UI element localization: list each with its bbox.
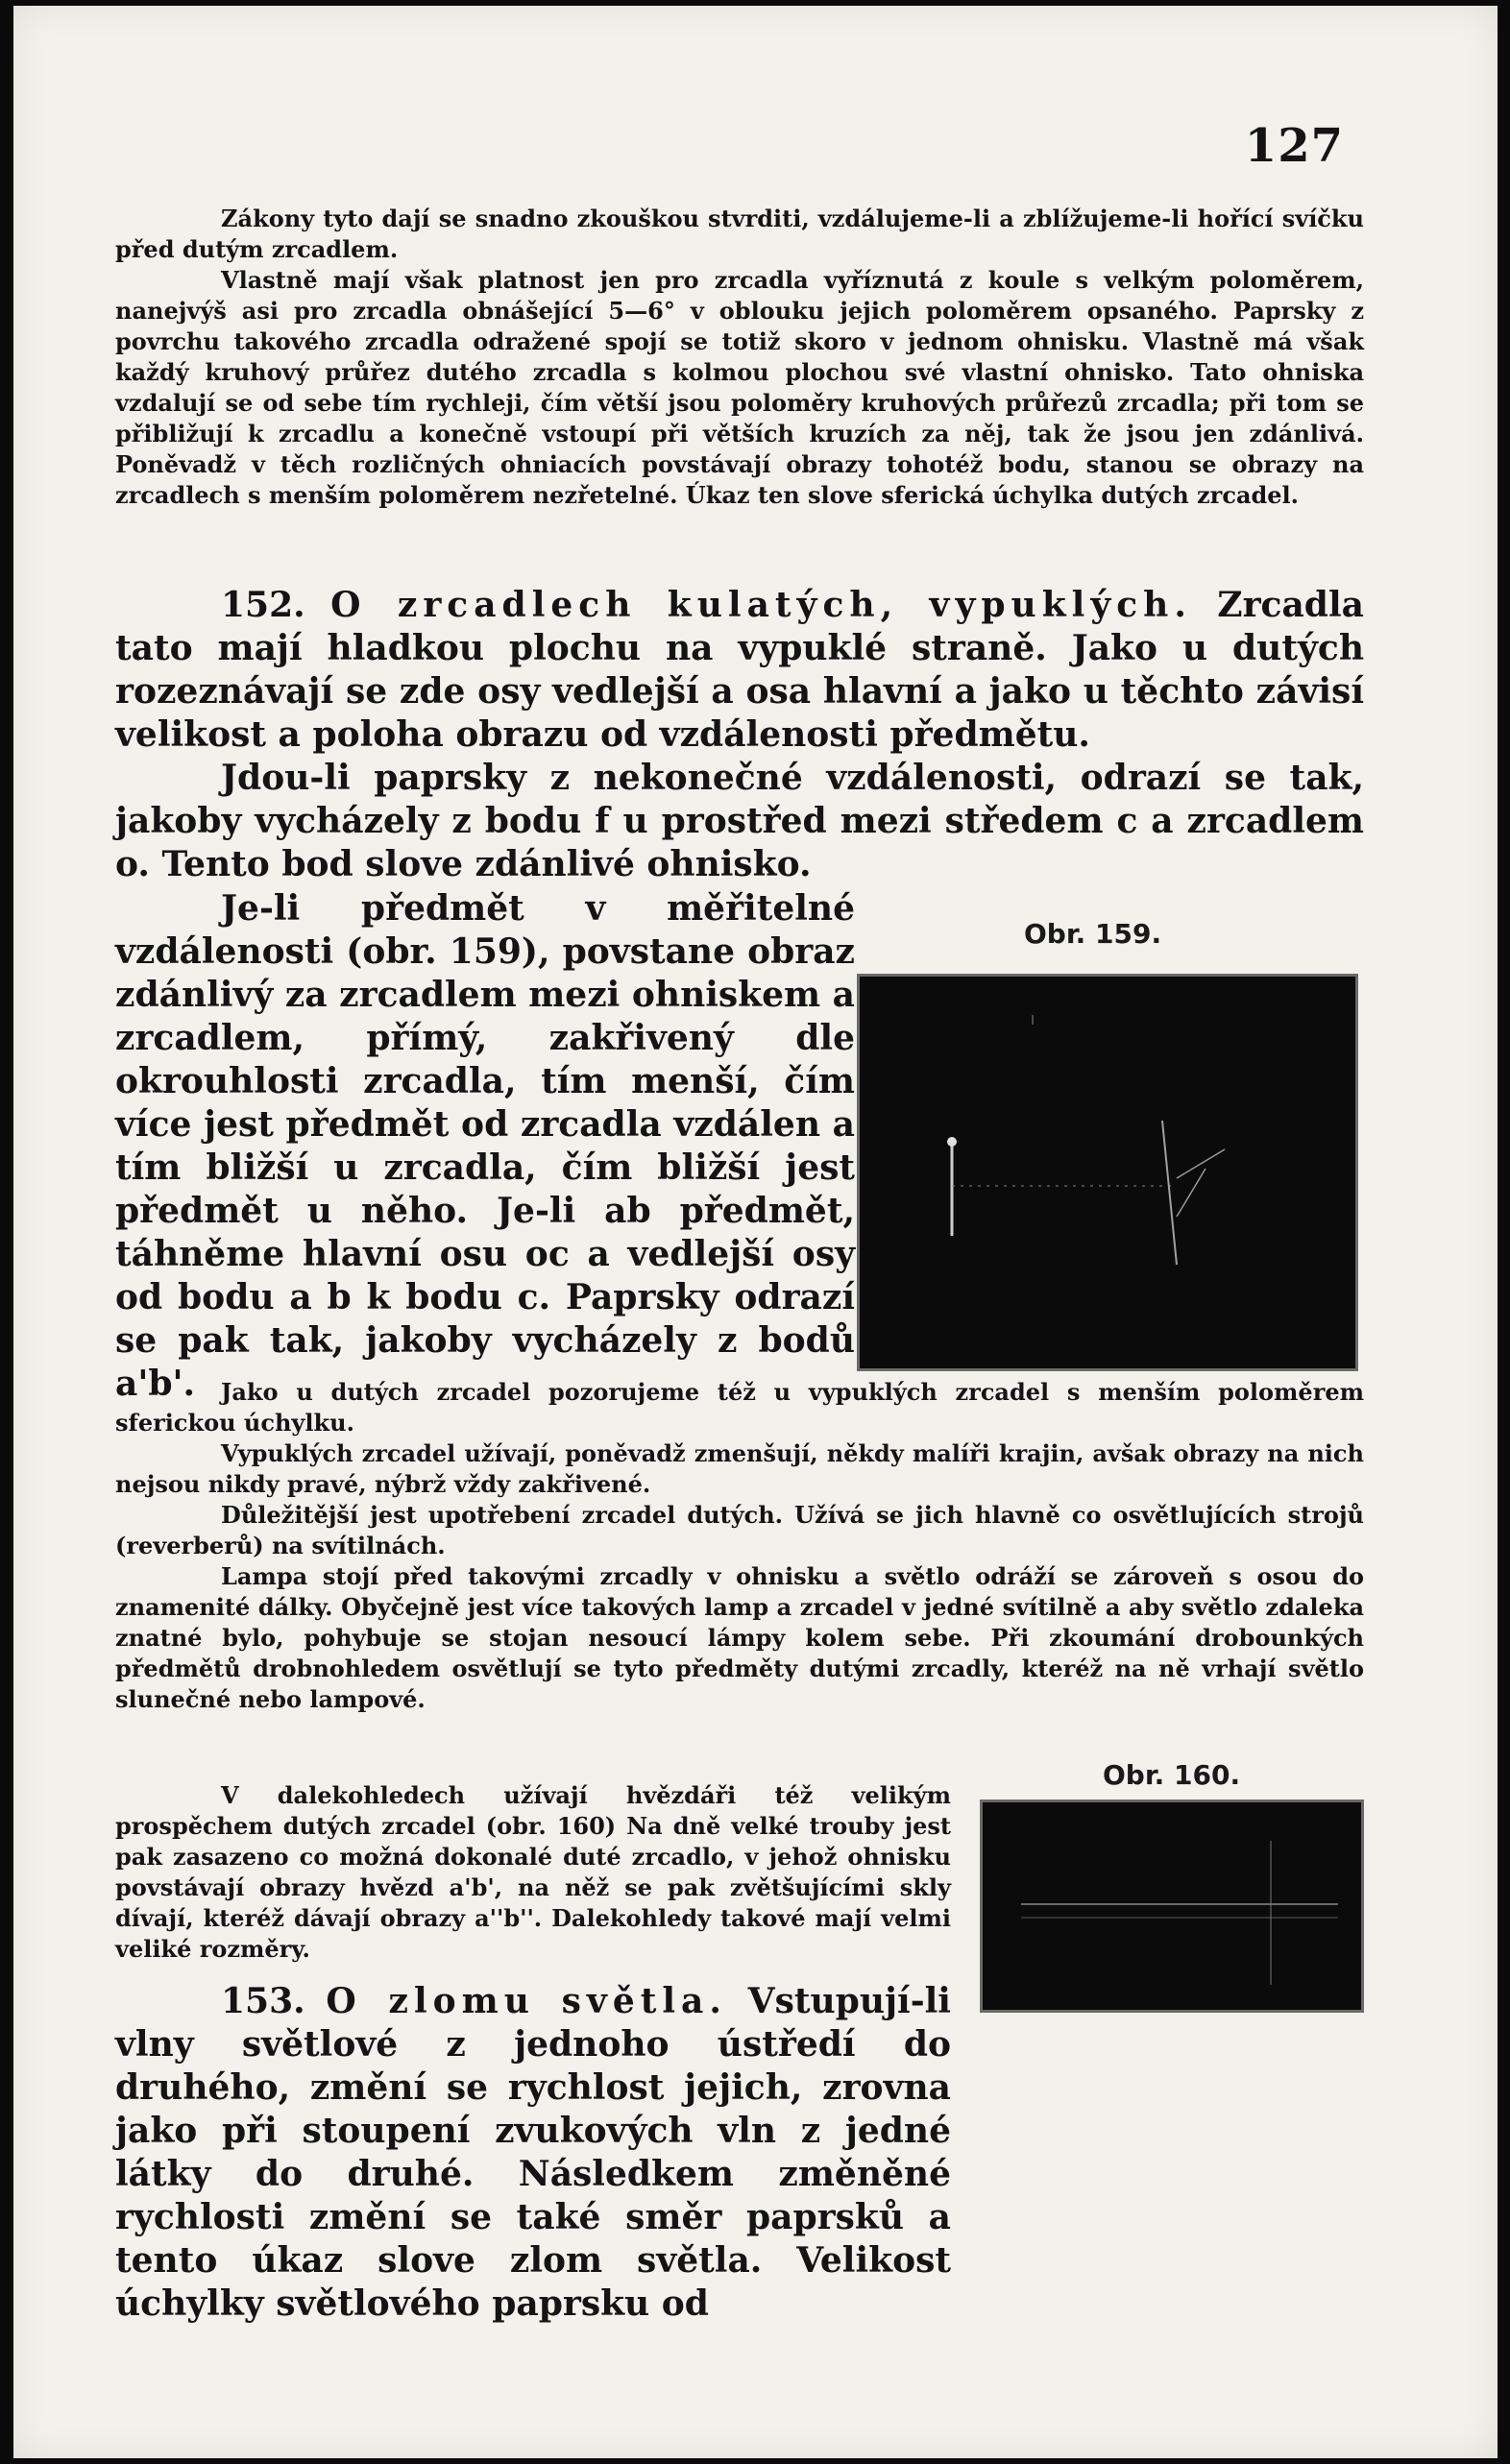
book-page: [13, 6, 1498, 2458]
section-152-title: O zrcadlech kulatých, vypuklých.: [330, 585, 1192, 625]
image-line: [1162, 1121, 1177, 1265]
telescope-section: [115, 1780, 951, 1965]
notes-section: [115, 1377, 1364, 1715]
section-152: [115, 584, 1364, 886]
intro-section: [115, 204, 1364, 511]
section-153-number: 153.: [221, 1981, 305, 2021]
section-152-figure-text: [115, 887, 855, 1406]
paragraph-intro: Zákony tyto dají se snadno zkouškou stvrditi, vzdálujeme-li a zblížujeme-li hořící svíčku před dutým zrcadlem.: [115, 205, 1364, 263]
section-153-title: O zlomu světla.: [326, 1981, 727, 2021]
section-152-paragraph-1: [115, 584, 1364, 757]
note-painters: Vypuklých zrcadel užívají, poněvadž zmenšují, někdy malíři krajin, avšak obrazy na nich nejsou nikdy pravé, nýbrž vždy zakřivené.: [115, 1439, 1364, 1498]
note-spherical: Jako u dutých zrcadel pozorujeme též u vypuklých zrcadel s menším poloměrem sferickou úchylku.: [115, 1378, 1364, 1437]
section-153-text: Vstupují-li vlny světlové z jednoho ústředí do druhého, změní se rychlost jejich, zrovna jako při stoupení zvukových vln z jedné látky do druhé. Následkem změněné rychlosti změní se také směr paprsků a tento úkaz slove zlom světla. Velikost úchylky světlového paprsku od: [115, 1981, 951, 2324]
section-152-number: 152.: [221, 585, 305, 625]
note-reverbers: Důležitější jest upotřebení zrcadel dutých. Užívá se jich hlavně co osvětlujících strojů (reverberů) na svítilnách.: [115, 1501, 1364, 1559]
figure-160-caption: Obr. 160.: [1103, 1759, 1241, 1791]
paragraph-spherical-aberration: Vlastně mají však platnost jen pro zrcadla vyříznutá z koule s velkým poloměrem, nanejvýš asi pro zrcadla obnášející 5—6° v oblouku jejich poloměrem opsaného. Paprsky z povrchu takového zrcadla odražené spojí se totiž skoro v jednom ohnisku. Vlastně má však každý kruhový průřez dutého zrcadla s kolmou plochou své vlastní ohnisko. Tato ohniska vzdalují se od sebe tím rychleji, čím větší jsou poloměry kruhových průřezů zrcadla; při tom se přibližují k zrcadlu a konečně vstoupí při větších kruzích za něj, tak že jsou jen zdánlivá. Poněvadž v těch rozličných ohniacích povstávají obrazy tohotéž bodu, stanou se obrazy na zrcadlech s menším poloměrem nezřetelné. Úkaz ten slove sferická úchylka dutých zrcadel.: [115, 266, 1364, 509]
object-point: [947, 1137, 957, 1147]
section-152-paragraph-2: Jdou-li paprsky z nekonečné vzdálenosti, odrazí se tak, jakoby vycházely z bodu f u prostřed mezi středem c a zrcadlem o. Tento bod slove zdánlivé ohnisko.: [115, 758, 1364, 884]
ray-line: [1177, 1149, 1225, 1178]
page-number: 127: [1244, 119, 1344, 173]
section-153: [115, 1980, 1364, 2326]
telescope-diagram: [983, 1802, 1361, 2010]
section-152-paragraph-3: Je-li předmět v měřitelné vzdálenosti (obr. 159), povstane obraz zdánlivý za zrcadlem mezi ohniskem a zrcadlem, přímý, zakřivený dle okrouhlosti zrcadla, tím menší, čím více jest předmět od zrcadla vzdálen a tím bližší u zrcadla, čím bližší jest předmět u něho. Je-li ab předmět, táhněme hlavní osu oc a vedlejší osy od bodu a b k bodu c. Paprsky odrazí se pak tak, jakoby vycházely z bodů a'b'.: [115, 888, 855, 1404]
figure-159: [857, 974, 1358, 1371]
section-153-paragraph: [115, 1980, 951, 2326]
figure-159-caption: Obr. 159.: [1024, 918, 1162, 950]
note-lamps: Lampa stojí před takovými zrcadly v ohnisku a světlo odráží se zároveň s osou do znamenité dálky. Obyčejně jest více takových lamp a zrcadel v jedné svítilně a aby světlo zdaleka znatné bylo, pohybuje se stojan nesoucí lámpy kolem sebe. Při zkoumání drobounkých předmětů drobnohledem osvětlují se tyto předměty dutými zrcadly, kteréž na ně vrhají světlo slunečné nebo lampové.: [115, 1562, 1364, 1713]
convex-mirror-diagram: [860, 977, 1355, 1368]
section-152-text: Zrcadla tato mají hladkou plochu na vypuklé straně. Jako u dutých rozeznávají se zde osy vedlejší a osa hlavní a jako u těchto závisí velikost a poloha obrazu od vzdálenosti předmětu.: [115, 585, 1364, 755]
note-telescopes: V dalekohledech užívají hvězdáři též velikým prospěchem dutých zrcadel (obr. 160) Na dně velké trouby jest pak zasazeno co možná dokonalé duté zrcadlo, v jehož ohnisku povstávají obrazy hvězd a'b', na něž se pak zvětšujícími skly dívají, kteréž dávají obrazy a''b''. Dalekohledy takové mají velmi veliké rozměry.: [115, 1781, 951, 1963]
